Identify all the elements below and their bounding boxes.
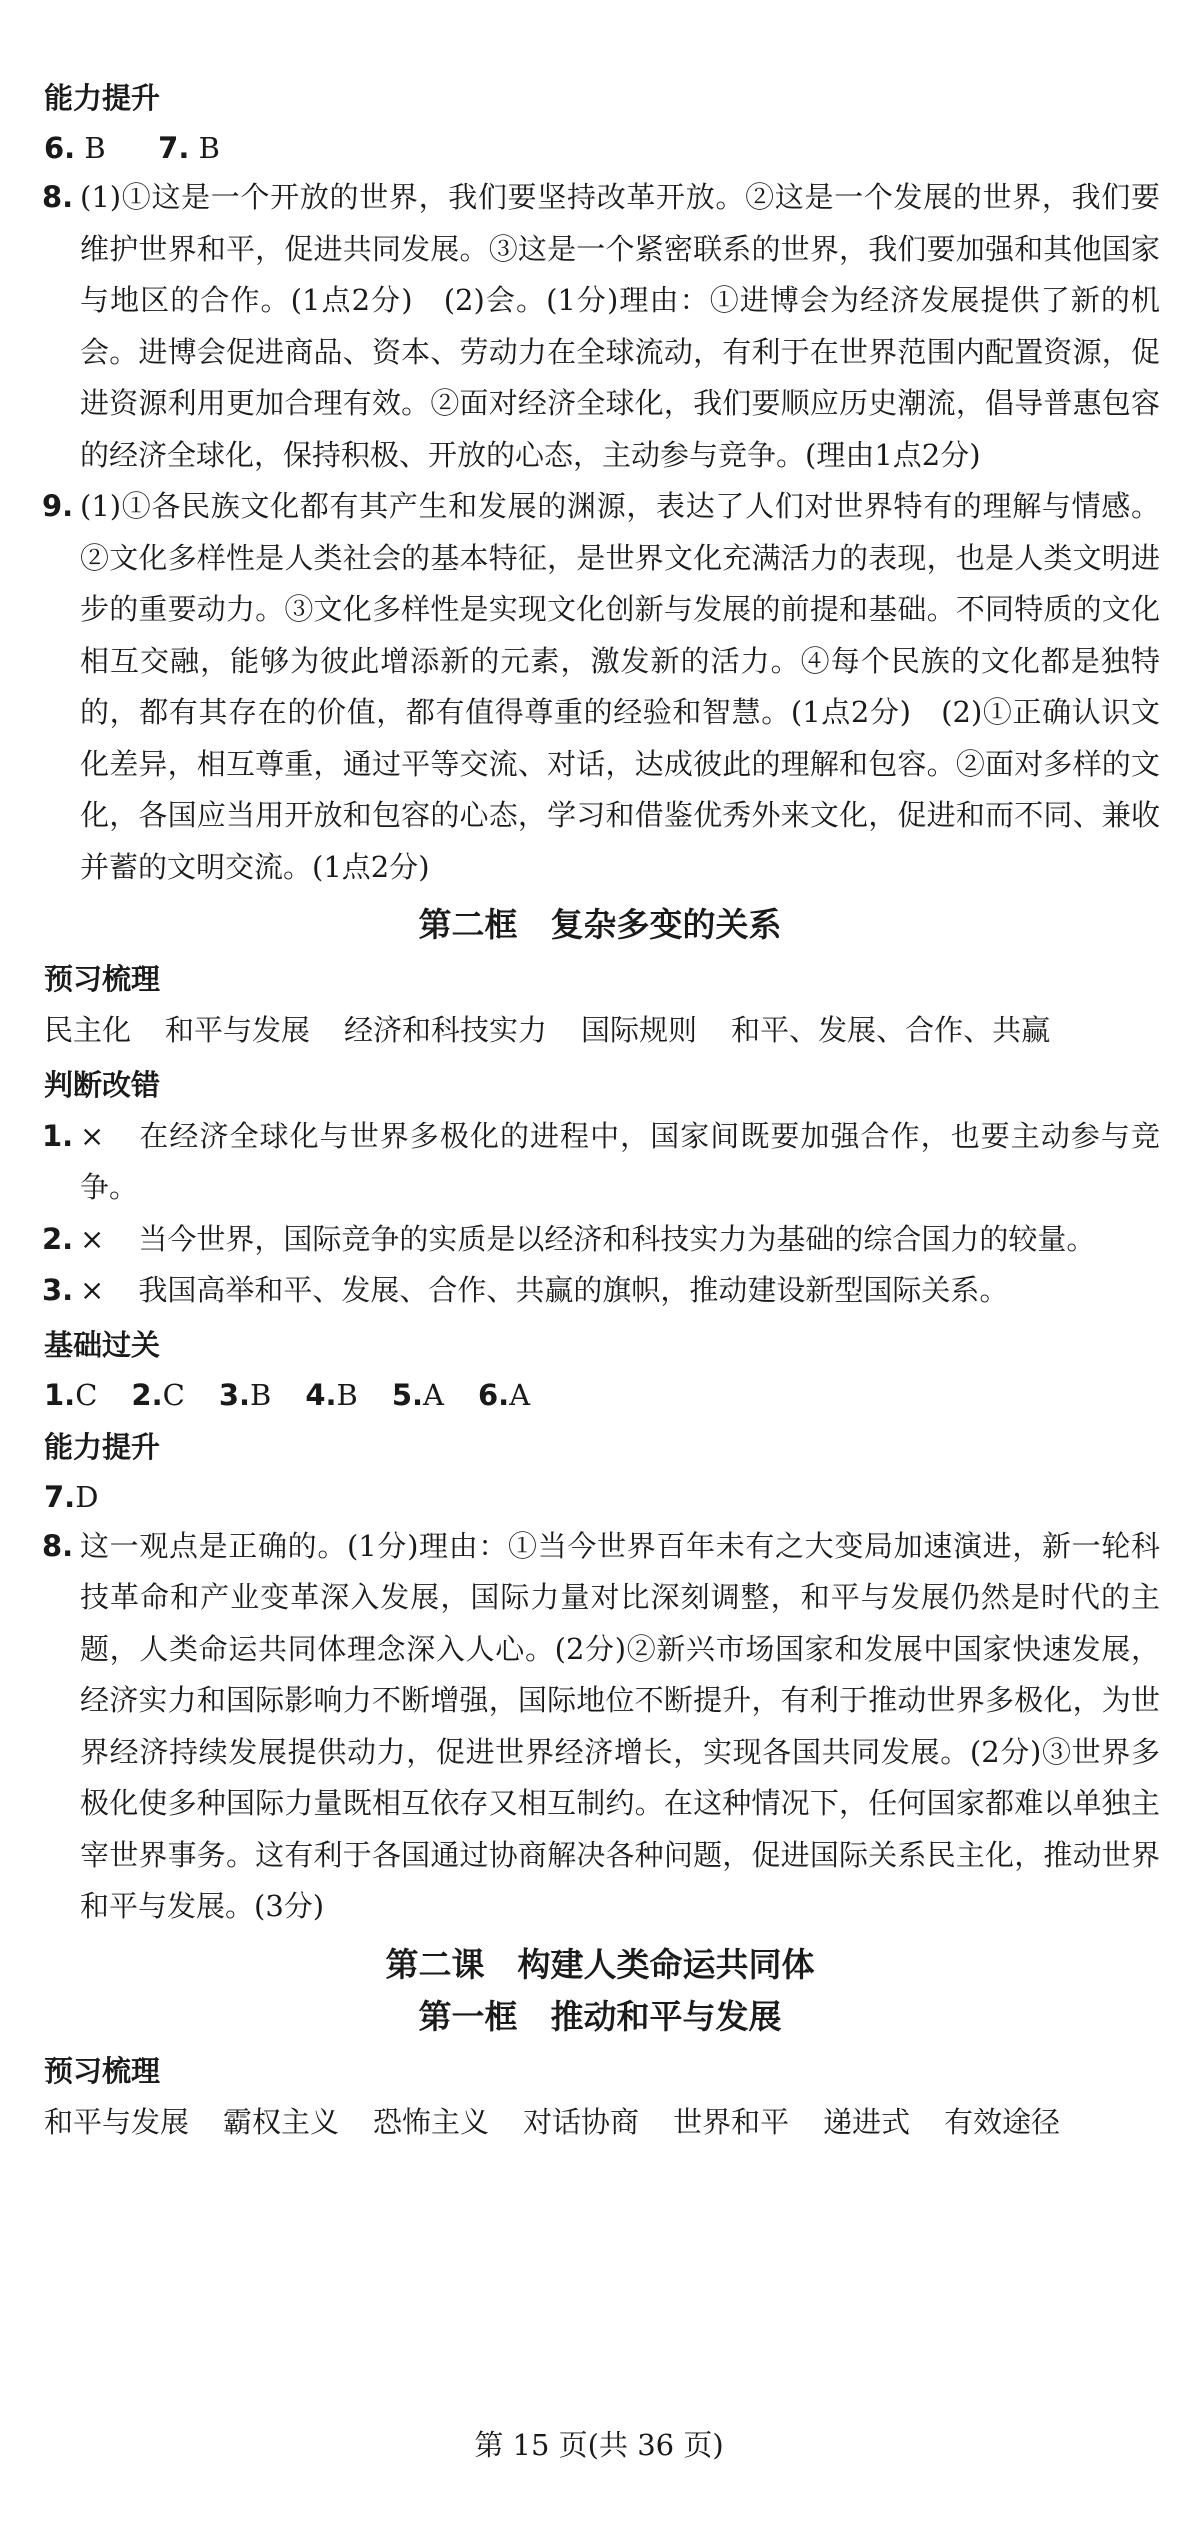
q8-number: 8. [42, 1528, 74, 1563]
q9-number: 9. [42, 489, 74, 523]
judge-item-1 [40, 1111, 1160, 1214]
keyword: 经济和科技实力 [344, 1013, 548, 1047]
basic-answer: B [336, 1377, 358, 1412]
basic-answers [40, 1371, 1160, 1419]
keyword: 民主化 [44, 1013, 132, 1047]
keyword: 和平与发展 [44, 2104, 190, 2139]
keyword: 对话协商 [523, 2104, 640, 2139]
judge-2-number: 2. [42, 1221, 74, 1256]
basic-number: 3. [218, 1377, 251, 1412]
basic-number: 4. [305, 1377, 337, 1412]
q8-text: (1)①这是一个开放的世界，我们要坚持改革开放。②这是一个发展的世界，我们要维护世界和平，促进共同发展。③这是一个紧密联系的世界，我们要加强和其他国家与地区的合作。(1点2分) (2)会。(1分)理由：①进博会为经济发展提供了新的机会。进博会促进商品、资本、劳动力在全球流动，有利于在世界范围内配置资源，促进资源利用更加合理有效。②面对经济全球化，我们要顺应历史潮流，倡导普惠包容的经济全球化，保持积极、开放的心态，主动参与竞争。(理由1点2分) [80, 180, 1160, 472]
q8-number: 8. [42, 180, 74, 214]
section-heading-judge: 判断改错 [44, 1067, 161, 1102]
basic-answer: A [423, 1377, 444, 1412]
judge-3-number: 3. [42, 1273, 74, 1307]
q7-answer: D [75, 1479, 99, 1514]
judge-2-text: 当今世界，国际竞争的实质是以经济和科技实力为基础的综合国力的较量。 [138, 1221, 1096, 1256]
frame2-title: 第二框 复杂多变的关系 [418, 905, 782, 944]
question-9-answer [40, 481, 1160, 893]
keyword: 递进式 [823, 2104, 911, 2139]
frame2-preview-keywords [40, 1005, 1160, 1057]
answers-6-7 [40, 124, 1160, 172]
section-heading-ability: 能力提升 [44, 81, 161, 115]
keyword: 世界和平 [673, 2104, 790, 2139]
basic-number: 6. [478, 1377, 510, 1412]
q7-answer: B [198, 131, 220, 165]
section-heading-preview-2: 预习梳理 [44, 2053, 161, 2088]
q9-text: (1)①各民族文化都有其产生和发展的渊源，表达了人们对世界特有的理解与情感。②文化多样性是人类社会的基本特征，是世界文化充满活力的表现，也是人类文明进步的重要动力。③文化多样性是实现文化创新与发展的前提和基础。不同特质的文化相互交融，能够为彼此增添新的元素，激发新的活力。④每个民族的文化都是独特的，都有其存在的价值，都有值得尊重的经验和智慧。(1点2分) (2)①正确认识文化差异，相互尊重，通过平等交流、对话，达成彼此的理解和包容。②面对多样的文化，各国应当用开放和包容的心态，学习和借鉴优秀外来文化，促进和而不同、兼收并蓄的文明交流。(1点2分) [80, 489, 1160, 884]
cross-mark: × [80, 1118, 105, 1153]
basic-answer: C [162, 1377, 185, 1412]
section-heading-preview: 预习梳理 [44, 962, 161, 996]
q7-number: 7. [44, 1479, 76, 1514]
basic-answer: B [250, 1377, 272, 1412]
basic-answer: A [509, 1377, 531, 1412]
basic-number: 2. [131, 1377, 163, 1412]
basic-answer: C [75, 1377, 98, 1412]
lesson2-title: 第二课 构建人类命运共同体 [385, 1944, 815, 1984]
basic-number: 5. [391, 1377, 424, 1412]
lesson2-preview-keywords [40, 2097, 1160, 2149]
judge-1-number: 1. [42, 1118, 74, 1153]
question-8-answer [40, 172, 1160, 481]
q8-text: 这一观点是正确的。(1分)理由：①当今世界百年未有之大变局加速演进，新一轮科技革命和产业变革深入发展，国际力量对比深刻调整，和平与发展仍然是时代的主题，人类命运共同体理念深入人心。(2分)②新兴市场国家和发展中国家快速发展，经济实力和国际影响力不断增强，国际地位不断提升，有利于推动世界多极化，为世界经济持续发展提供动力，促进世界经济增长，实现各国共同发展。(2分)③世界多极化使多种国际力量既相互依存又相互制约。在这种情况下，任何国家都难以单独主宰世界事务。这有利于各国通过协商解决各种问题，促进国际关系民主化，推动世界和平与发展。(3分) [80, 1528, 1160, 1923]
section-heading-basic: 基础过关 [44, 1327, 161, 1362]
lesson2-frame1-title: 第一框 推动和平与发展 [418, 1996, 782, 2036]
cross-mark: × [80, 1273, 105, 1307]
section-heading-ability-2: 能力提升 [44, 1429, 161, 1464]
keyword: 和平与发展 [165, 1013, 311, 1047]
cross-mark: × [80, 1221, 105, 1256]
keyword: 有效途径 [944, 2104, 1061, 2139]
page-number: 第 15 页(共 36 页) [474, 2428, 724, 2462]
judge-1-text: 在经济全球化与世界多极化的进程中，国家间既要加强合作，也要主动参与竞争。 [80, 1118, 1160, 1204]
judge-item-3 [40, 1265, 1160, 1317]
judge-3-text: 我国高举和平、发展、合作、共赢的旗帜，推动建设新型国际关系。 [138, 1273, 1009, 1307]
keyword: 国际规则 [581, 1013, 698, 1047]
q6-answer: B [84, 131, 106, 165]
frame2-question-8-answer [40, 1521, 1160, 1933]
answer-page [40, 70, 1160, 2148]
judge-item-2 [40, 1214, 1160, 1266]
keyword: 霸权主义 [223, 2104, 340, 2139]
basic-number: 1. [44, 1377, 76, 1412]
q6-number: 6. [44, 131, 76, 165]
answer-7 [40, 1473, 1160, 1521]
q7-number: 7. [158, 131, 190, 165]
keyword: 和平、发展、合作、共赢 [731, 1013, 1051, 1047]
keyword: 恐怖主义 [373, 2104, 490, 2139]
